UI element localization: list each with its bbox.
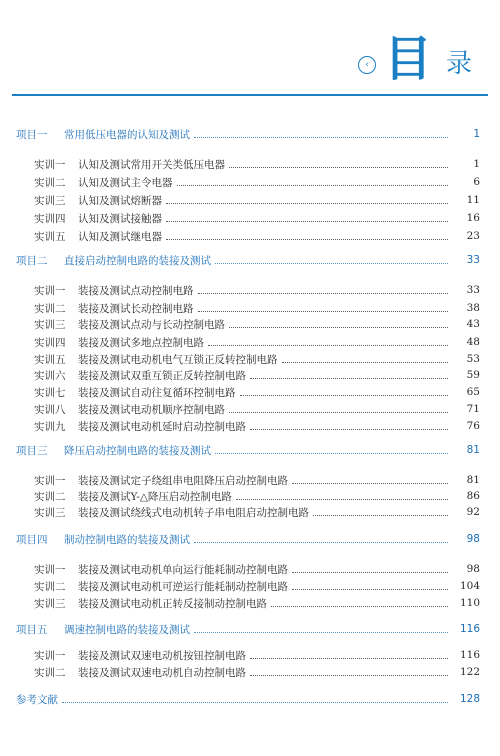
toc-page-number: 98 (466, 563, 480, 575)
toc-section-entry[interactable] (0, 620, 500, 638)
toc-page-number: 71 (466, 403, 480, 415)
toc-entry-number: 实训二 (34, 176, 66, 189)
toc-entry-title: 装接及测试双速电动机自动控制电路 (78, 666, 246, 679)
toc-page-number: 104 (459, 580, 480, 592)
toc-entry-number: 实训三 (34, 318, 66, 331)
toc-page-number: 92 (466, 506, 480, 518)
toc-page-number: 65 (466, 386, 480, 398)
toc-page-number: 110 (459, 597, 480, 609)
toc-item-entry[interactable] (0, 663, 500, 681)
toc-page-number: 122 (459, 666, 480, 678)
toc-item-entry[interactable] (0, 646, 500, 664)
back-arrow-icon[interactable]: ‹ (358, 56, 376, 74)
toc-section-entry[interactable] (0, 441, 500, 459)
toc-item-entry[interactable] (0, 383, 500, 401)
toc-page-number: 1 (473, 128, 480, 140)
toc-item-entry[interactable] (0, 594, 500, 612)
toc-entry-title: 认知及测试接触器 (78, 212, 162, 225)
toc-entry-number: 实训二 (34, 666, 66, 679)
toc-entry-title: 装接及测试电动机正转反接制动控制电路 (78, 597, 267, 610)
toc-entry-number: 实训一 (34, 284, 66, 297)
toc-entry-number: 项目四 (16, 533, 48, 546)
toc-entry-title: 装接及测试绕线式电动机转子串电阻启动控制电路 (78, 506, 309, 519)
toc-item-entry[interactable] (0, 400, 500, 418)
toc-page-number: 43 (466, 318, 480, 330)
toc-page-number: 23 (466, 230, 480, 242)
toc-page-number: 33 (466, 284, 480, 296)
toc-entry-title: 降压启动控制电路的装接及测试 (64, 444, 211, 457)
toc-entry-number: 项目一 (16, 128, 48, 141)
dot-leader (215, 263, 448, 264)
toc-entry-number: 项目五 (16, 623, 48, 636)
dot-leader (166, 239, 448, 240)
toc-entry-number: 实训二 (34, 490, 66, 503)
toc-section-entry[interactable] (0, 125, 500, 143)
dot-leader (282, 362, 449, 363)
toc-page-number: 33 (466, 254, 480, 266)
dot-leader (198, 311, 449, 312)
toc-entry-title: 装接及测试Y-△降压启动控制电路 (78, 490, 232, 503)
toc-page-number: 98 (466, 533, 480, 545)
toc-entry-title: 认知及测试常用开关类低压电器 (78, 158, 225, 171)
toc-entry-number: 实训一 (34, 158, 66, 171)
toc-entry-number: 实训六 (34, 369, 66, 382)
toc-entry-title: 装接及测试电动机可逆运行能耗制动控制电路 (78, 580, 288, 593)
toc-entry-title: 装接及测试多地点控制电路 (78, 336, 204, 349)
toc-entry-title: 调速控制电路的装接及测试 (64, 623, 190, 636)
title-block (358, 31, 472, 87)
toc-item-entry[interactable] (0, 366, 500, 384)
toc-entry-number: 实训三 (34, 597, 66, 610)
toc-entry-title: 装接及测试点动控制电路 (78, 284, 194, 297)
toc-entry-title: 制动控制电路的装接及测试 (64, 533, 190, 546)
toc-section-entry[interactable] (0, 530, 500, 548)
dot-leader (250, 429, 448, 430)
toc-page-number: 76 (466, 420, 480, 432)
toc-item-entry[interactable] (0, 281, 500, 299)
dot-leader (198, 293, 449, 294)
toc-entry-number: 参考文献 (16, 693, 58, 706)
toc-entry-title: 常用低压电器的认知及测试 (64, 128, 190, 141)
dot-leader (250, 675, 448, 676)
toc-entry-title: 装接及测试电动机单向运行能耗制动控制电路 (78, 563, 288, 576)
toc-item-entry[interactable] (0, 315, 500, 333)
dot-leader (177, 185, 449, 186)
toc-item-entry[interactable] (0, 577, 500, 595)
toc-page-number: 59 (466, 369, 480, 381)
toc-entry-title: 装接及测试电动机电气互锁正反转控制电路 (78, 353, 278, 366)
dot-leader (292, 572, 448, 573)
dot-leader (236, 499, 448, 500)
toc-entry-title: 装接及测试双重互锁正反转控制电路 (78, 369, 246, 382)
toc-item-entry[interactable] (0, 227, 500, 245)
dot-leader (240, 395, 449, 396)
dot-leader (215, 453, 448, 454)
toc-entry-title: 认知及测试主令电器 (78, 176, 173, 189)
toc-entry-number: 实训四 (34, 336, 66, 349)
toc-page-number: 11 (466, 194, 480, 206)
toc-page-number: 81 (466, 474, 480, 486)
header-divider (12, 94, 488, 96)
toc-item-entry[interactable] (0, 155, 500, 173)
toc-entry-number: 实训五 (34, 230, 66, 243)
dot-leader (194, 542, 448, 543)
toc-entry-title: 装接及测试定子绕组串电阻降压启动控制电路 (78, 474, 288, 487)
toc-entry-number: 实训五 (34, 353, 66, 366)
dot-leader (166, 221, 448, 222)
toc-page-number: 38 (466, 302, 480, 314)
toc-entry-number: 实训八 (34, 403, 66, 416)
toc-entry-number: 项目三 (16, 444, 48, 457)
toc-entry-title: 装接及测试长动控制电路 (78, 302, 194, 315)
page-title-main: 目 (383, 31, 434, 87)
toc-entry-number: 实训二 (34, 580, 66, 593)
toc-entry-title: 认知及测试继电器 (78, 230, 162, 243)
toc-entry-number: 实训一 (34, 649, 66, 662)
toc-section-entry[interactable] (0, 690, 500, 708)
toc-entry-number: 实训七 (34, 386, 66, 399)
toc-page-number: 116 (459, 623, 480, 635)
toc-entry-title: 认知及测试熔断器 (78, 194, 162, 207)
page-title-sub: 录 (445, 49, 472, 79)
toc-item-entry[interactable] (0, 333, 500, 351)
toc-item-entry[interactable] (0, 560, 500, 578)
toc-section-entry[interactable] (0, 251, 500, 269)
dot-leader (194, 632, 448, 633)
toc-entry-number: 实训二 (34, 302, 66, 315)
toc-page-number: 48 (466, 336, 480, 348)
toc-entry-number: 实训一 (34, 563, 66, 576)
toc-entry-number: 实训一 (34, 474, 66, 487)
toc-entry-number: 项目二 (16, 254, 48, 267)
dot-leader (250, 378, 448, 379)
dot-leader (292, 589, 448, 590)
dot-leader (250, 658, 448, 659)
dot-leader (62, 702, 448, 703)
dot-leader (229, 167, 448, 168)
toc-entry-number: 实训三 (34, 194, 66, 207)
toc-page-number: 6 (473, 176, 480, 188)
dot-leader (229, 412, 448, 413)
toc-item-entry[interactable] (0, 209, 500, 227)
toc-entry-number: 实训九 (34, 420, 66, 433)
toc-page-number: 128 (459, 693, 480, 705)
page-header (0, 0, 500, 100)
dot-leader (271, 606, 448, 607)
toc-entry-title: 装接及测试电动机延时启动控制电路 (78, 420, 246, 433)
dot-leader (208, 345, 448, 346)
toc-item-entry[interactable] (0, 417, 500, 435)
toc-entry-number: 实训四 (34, 212, 66, 225)
dot-leader (166, 203, 448, 204)
toc-entry-title: 装接及测试点动与长动控制电路 (78, 318, 225, 331)
toc-page-number: 16 (466, 212, 480, 224)
toc-entry-number: 实训三 (34, 506, 66, 519)
toc-item-entry[interactable] (0, 503, 500, 521)
toc-entry-title: 装接及测试自动往复循环控制电路 (78, 386, 236, 399)
toc-item-entry[interactable] (0, 191, 500, 209)
dot-leader (292, 483, 448, 484)
toc-entry-title: 装接及测试电动机顺序控制电路 (78, 403, 225, 416)
toc-page-number: 81 (466, 444, 480, 456)
toc-page-number: 53 (466, 353, 480, 365)
dot-leader (229, 327, 448, 328)
toc-entry-title: 直接启动控制电路的装接及测试 (64, 254, 211, 267)
toc-item-entry[interactable] (0, 173, 500, 191)
toc-page-number: 86 (466, 490, 480, 502)
toc-page-number: 116 (459, 649, 480, 661)
toc-page-number: 1 (473, 158, 480, 170)
dot-leader (313, 515, 448, 516)
toc-entry-title: 装接及测试双速电动机按钮控制电路 (78, 649, 246, 662)
dot-leader (194, 137, 448, 138)
